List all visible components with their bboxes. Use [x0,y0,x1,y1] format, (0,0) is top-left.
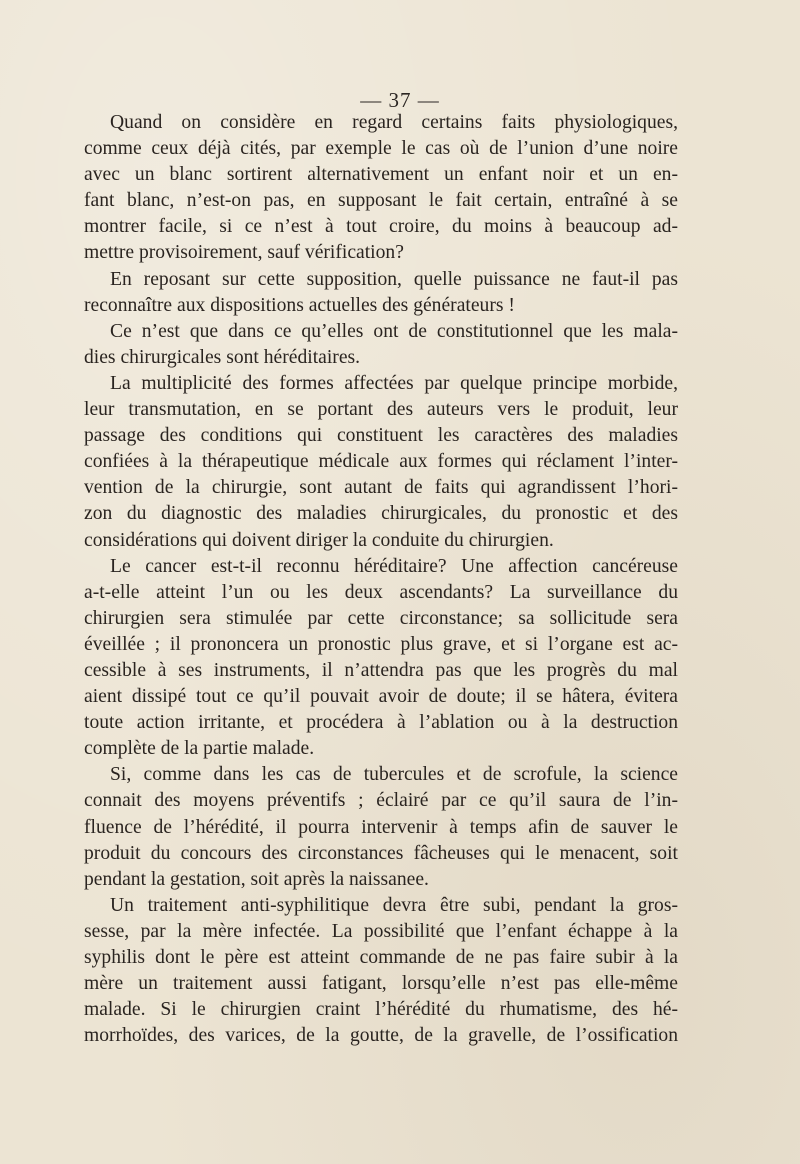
text-line: chirurgien sera stimulée par cette circonstance; sa sollicitude sera [84,607,678,629]
text-line: Si, comme dans les cas de tubercules et de scrofule, la science [110,764,678,786]
text-line: pendant la gestation, soit après la naissanee. [84,868,429,890]
body-text [84,110,678,1049]
text-line: Quand on considère en regard certains faits physiologiques, [110,112,678,133]
text-line: En reposant sur cette supposition, quelle puissance ne faut-il pas [110,268,678,290]
text-line: a-t-elle atteint l’un ou les deux ascendants? La surveillance du [84,581,678,603]
text-line: Un traitement anti-syphilitique devra être subi, pendant la gros- [110,894,678,916]
text-line: Ce n’est que dans ce qu’elles ont de constitutionnel que les mala- [110,320,678,342]
text-line: dies chirurgicales sont héréditaires. [84,346,361,368]
text-line: vention de la chirurgie, sont autant de faits qui agrandissent l’hori- [84,477,678,499]
text-line: éveillée ; il prononcera un pronostic plus grave, et si l’organe est ac- [84,633,678,655]
text-line: complète de la partie malade. [84,738,315,760]
text-line: mère un traitement aussi fatigant, lorsqu’elle n’est pas elle-même [84,973,678,995]
text-line: aient dissipé tout ce qu’il pouvait avoir de doute; il se hâtera, évitera [84,686,678,708]
text-line: fluence de l’hérédité, il pourra intervenir à temps afin de sauver le [84,816,678,838]
text-line: malade. Si le chirurgien craint l’hérédité du rhumatisme, des hé- [84,999,678,1021]
text-line: considérations qui doivent diriger la conduite du chirurgien. [84,529,554,551]
text-line: mettre provisoirement, sauf vérification? [84,242,404,264]
text-line: cessible à ses instruments, il n’attendra pas que les progrès du mal [84,659,678,681]
text-line: montrer facile, si ce n’est à tout croire, du moins à beaucoup ad- [84,216,678,238]
text-line: avec un blanc sortirent alternativement un enfant noir et un en- [84,164,678,186]
text-line: Le cancer est-t-il reconnu héréditaire? Une affection cancéreuse [110,555,678,577]
text-line: sesse, par la mère infectée. La possibilité que l’enfant échappe à la [84,920,678,942]
text-line: syphilis dont le père est atteint commande de ne pas faire subir à la [84,947,678,968]
text-line: connait des moyens préventifs ; éclairé par ce qu’il saura de l’in- [84,790,678,812]
text-line: leur transmutation, en se portant des auteurs vers le produit, leur [84,399,678,421]
text-line: reconnaître aux dispositions actuelles des générateurs ! [84,294,515,316]
text-line: comme ceux déjà cités, par exemple le cas où de l’union d’une noire [84,138,678,160]
text-line: morrhoïdes, des varices, de la goutte, de la gravelle, de l’ossification [84,1025,678,1047]
text-line: zon du diagnostic des maladies chirurgicales, du pronostic et des [84,503,678,525]
text-line: produit du concours des circonstances fâcheuses qui le menacent, soit [84,842,678,864]
text-line: La multiplicité des formes affectées par quelque principe morbide, [110,372,678,394]
text-line: toute action irritante, et procédera à l’ablation ou à la destruction [84,712,678,734]
text-line: confiées à la thérapeutique médicale aux formes qui réclament l’inter- [84,451,678,473]
text-line: passage des conditions qui constituent les caractères des maladies [84,425,678,447]
text-line: fant blanc, n’est-on pas, en supposant le fait certain, entraîné à se [84,190,678,212]
page-number: — 37 — [360,88,440,112]
